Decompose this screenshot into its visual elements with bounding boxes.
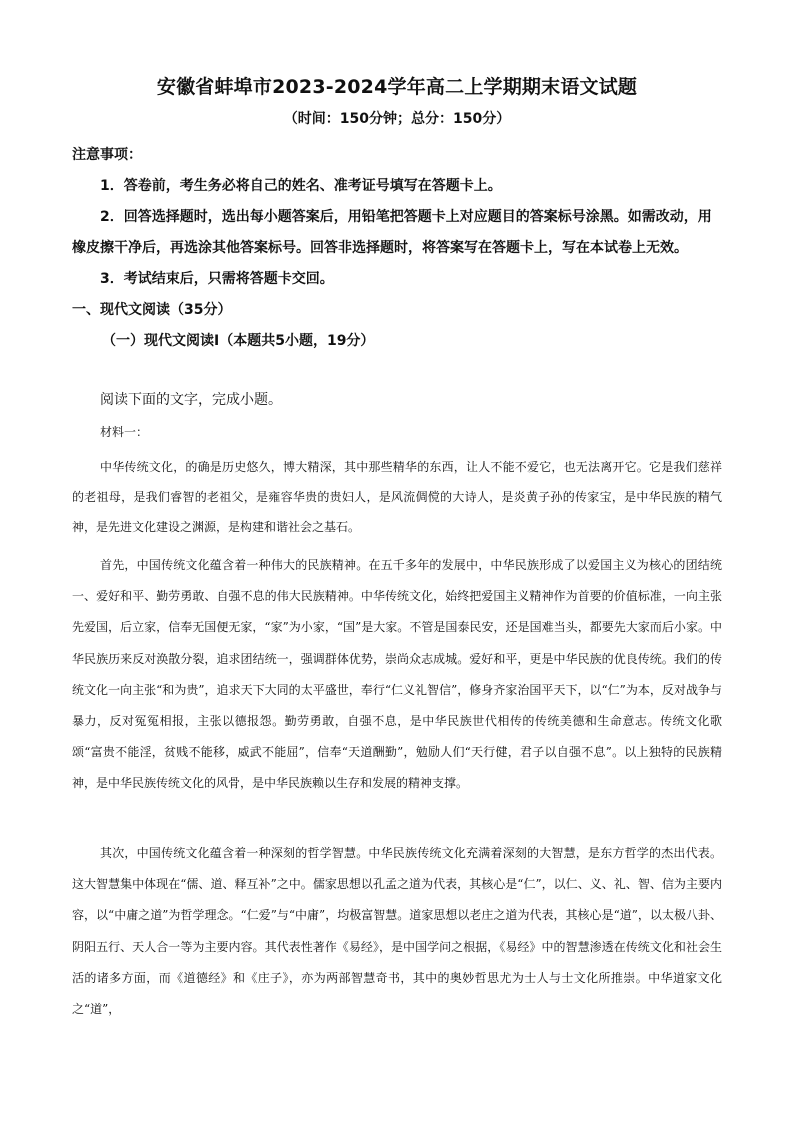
notice-item-1: 1．答卷前，考生务必将自己的姓名、准考证号填写在答题卡上。 [100,178,502,194]
article-paragraph-1: 中华传统文化，的确是历史悠久，博大精深，其中那些精华的东西，让人不能不爱它，也无法离开它。它是我们慈祥的老祖母，是我们睿智的老祖父，是雍容华贵的贵妇人，是风流倜傥的大诗人，是炎黄子孙的传家宝，是中华民族的精气神，是先进文化建设之渊源，是构建和谐社会之基石。 [72,460,722,534]
exam-time-score: （时间：150分钟；总分：150分） [283,111,511,127]
notice-item-3: 3．考试结束后，只需将答题卡交回。 [100,271,334,287]
notice-item-2: 2．回答选择题时，选出每小题答案后，用铅笔把答题卡上对应题目的答案标号涂黑。如需改动，用橡皮擦干净后，再选涂其他答案标号。回答非选择题时，将答案写在答题卡上，写在本试卷上无效。 [72,209,712,256]
reading-instruction: 阅读下面的文字，完成小题。 [100,392,282,408]
subsection-heading: （一）现代文阅读Ⅰ（本题共5小题，19分） [102,333,375,349]
section-heading: 一、现代文阅读（35分） [72,302,232,318]
article-paragraph-3: 其次，中国传统文化蕴含着一种深刻的哲学智慧。中华民族传统文化充满着深刻的大智慧，是东方哲学的杰出代表。这大智慧集中体现在“儒、道、释互补”之中。儒家思想以孔孟之道为代表，其核心是“仁”，以仁、义、礼、智、信为主要内容，以“中庸之道”为哲学理念。“仁爱”与“中庸”，均极富智慧。道家思想以老庄之道为代表，其核心是“道”，以太极八卦、阴阳五行、天人合一等为主要内容。其代表性著作《易经》，是中国学问之根据，《易经》中的智慧渗透在传统文化和社会生活的诸多方面，而《道德经》和《庄子》，亦为两部智慧奇书，其中的奥妙哲思尤为士人与士文化所推崇。中华道家文化之“道”， [72,846,722,1017]
notice-heading: 注意事项： [72,147,142,163]
material-label: 材料一： [100,425,149,439]
article-paragraph-2: 首先，中国传统文化蕴含着一种伟大的民族精神。在五千多年的发展中，中华民族形成了以爱国主义为核心的团结统一、爱好和平、勤劳勇敢、自强不息的伟大民族精神。中华传统文化，始终把爱国主义精神作为首要的价值标准，一向主张先爱国，后立家，信奉无国便无家，“家”为小家，“国”是大家。不管是国泰民安，还是国难当头，都要先大家而后小家。中华民族历来反对涣散分裂，追求团结统一，强调群体优势，崇尚众志成城。爱好和平，更是中华民族的优良传统。我们的传统文化一向主张“和为贵”，追求天下大同的太平盛世，奉行“仁义礼智信”，修身齐家治国平天下，以“仁”为本，反对战争与暴力，反对冤冤相报，主张以德报怨。勤劳勇敢，自强不息，是中华民族世代相传的传统美德和生命意志。传统文化歌颂“富贵不能淫，贫贱不能移，威武不能屈”，信奉“天道酬勤”，勉励人们“天行健，君子以自强不息”。以上独特的民族精神，是中华民族传统文化的风骨，是中华民族赖以生存和发展的精神支撑。 [72,558,722,791]
exam-title: 安徽省蚌埠市2023-2024学年高二上学期期末语文试题 [156,76,638,98]
notice-section [72,140,722,357]
